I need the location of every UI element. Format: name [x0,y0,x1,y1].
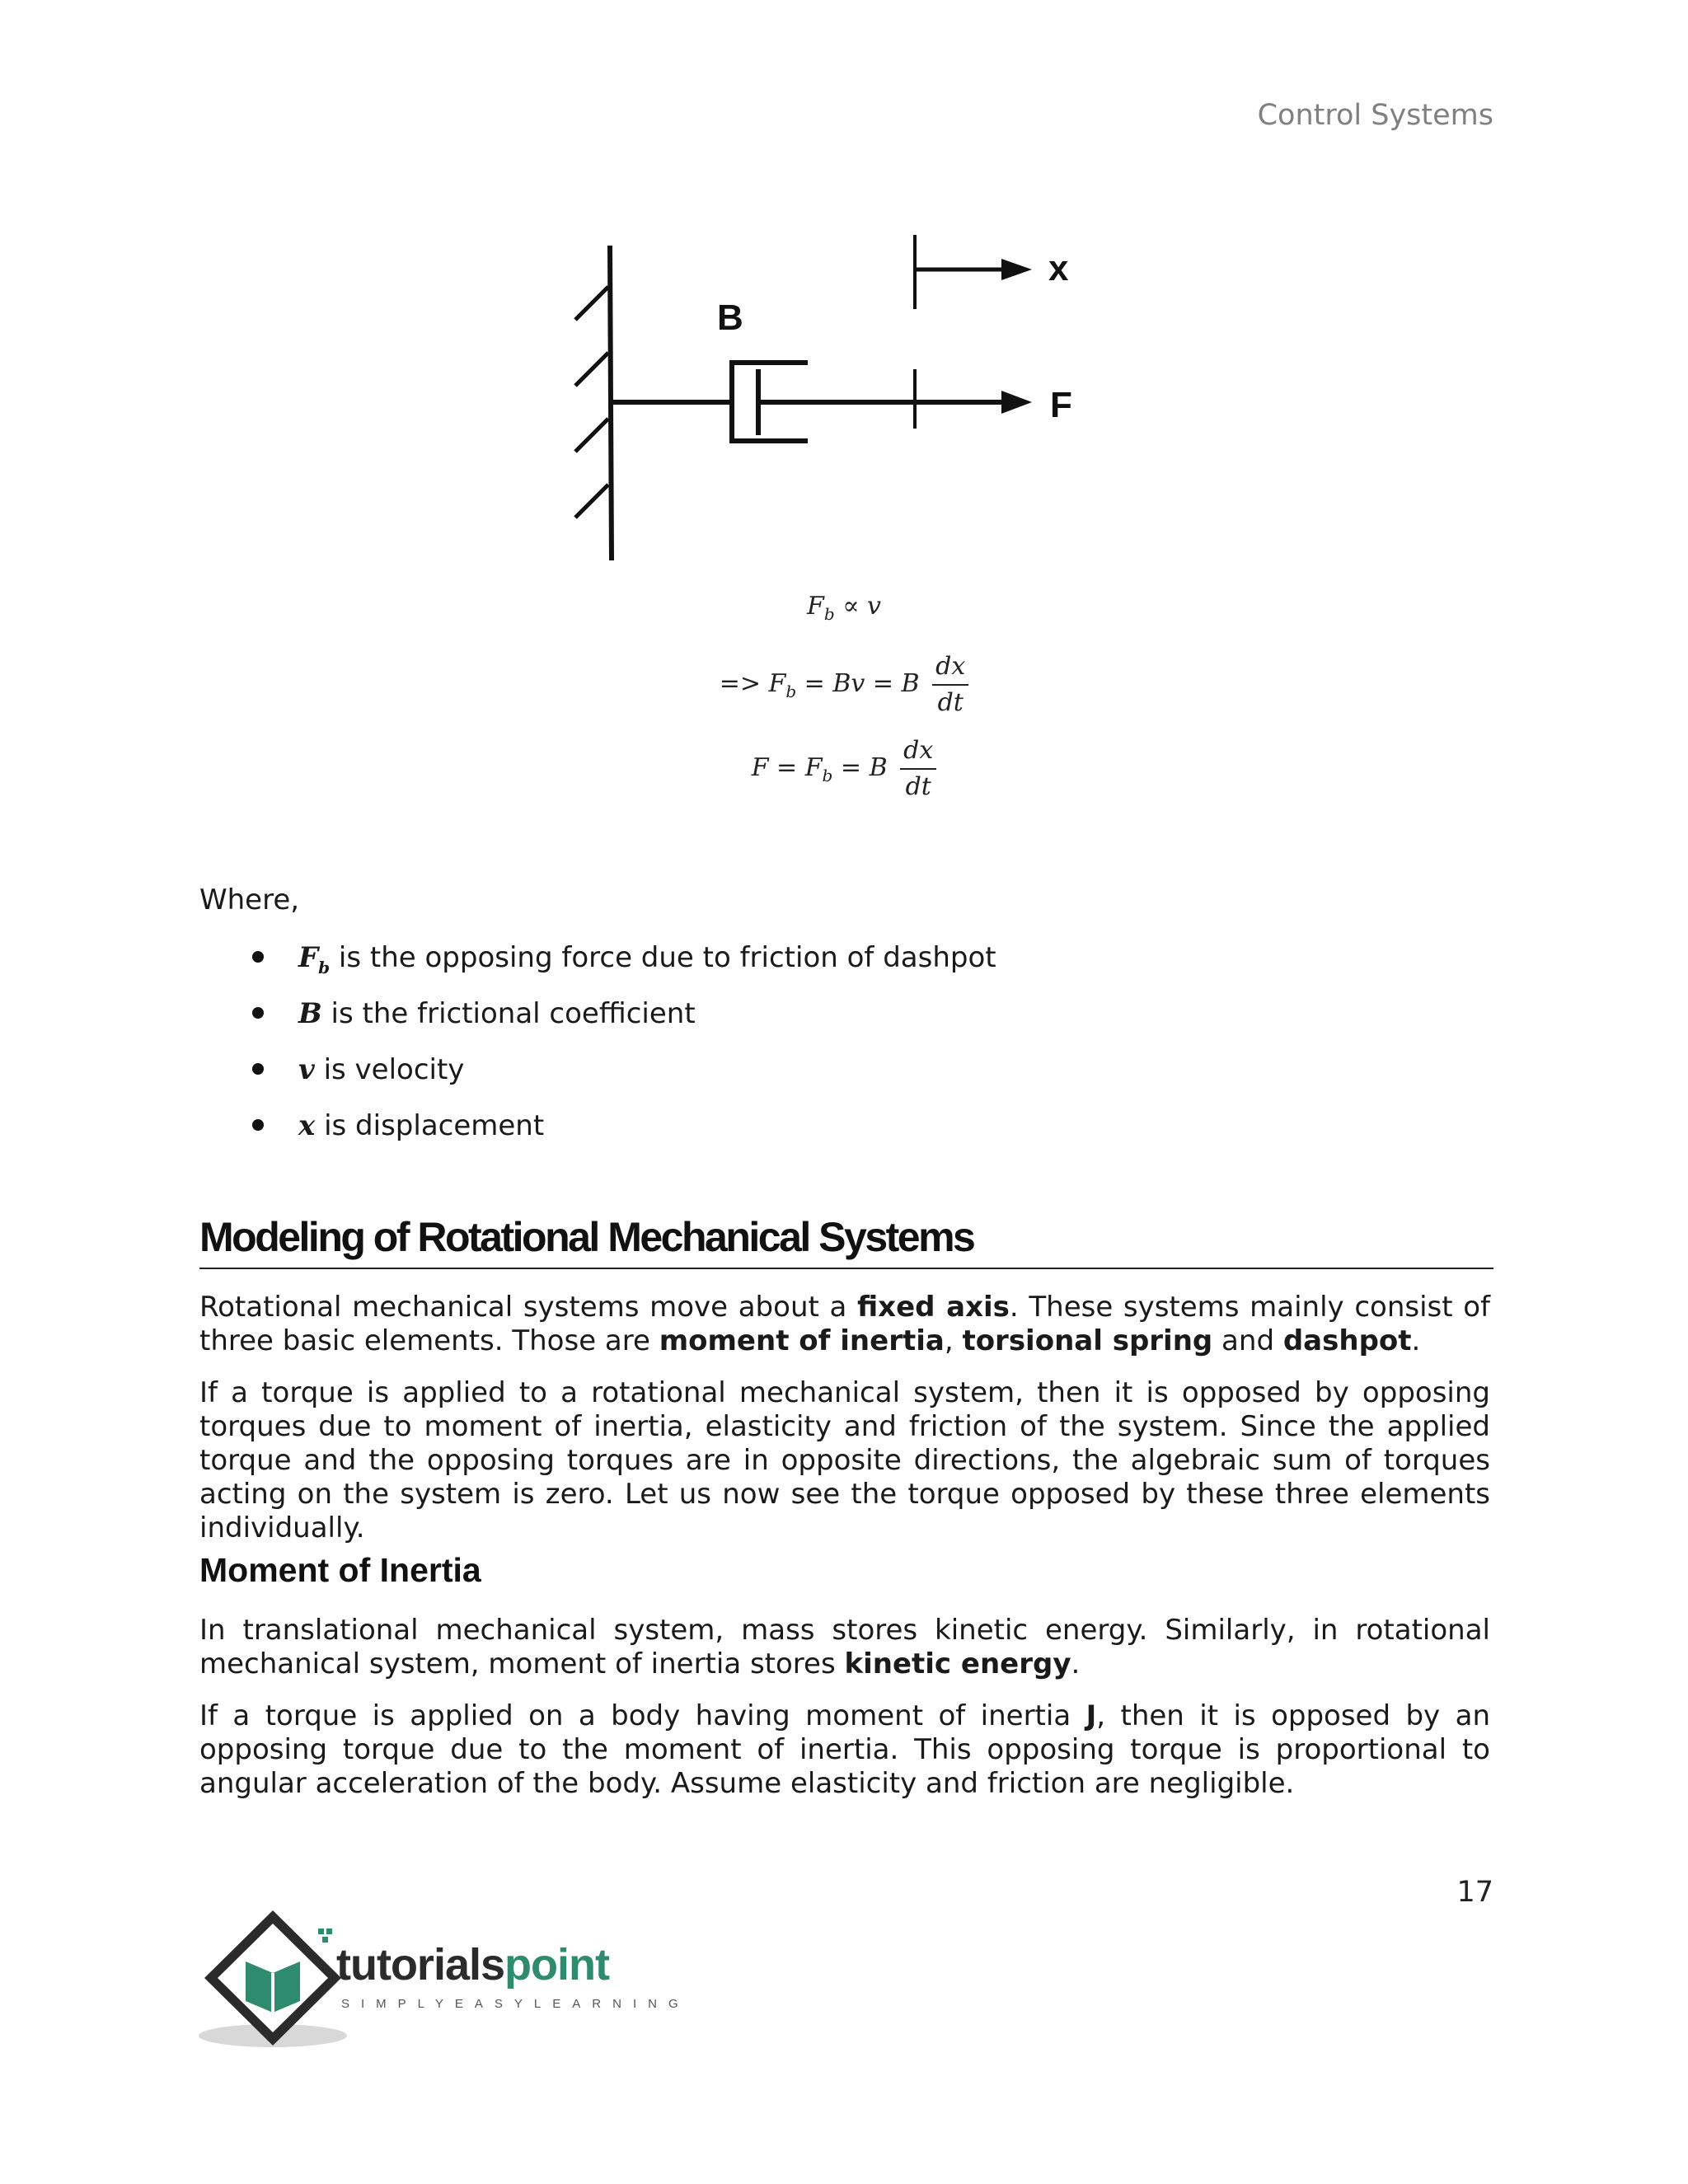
text-run: If a torque is applied on a body having moment of inertia [199,1699,1086,1732]
eq3-prefix: F = F [751,753,823,782]
where-label: Where, [199,883,300,916]
list-item [247,940,996,996]
bold-run: moment of inertia [659,1324,945,1357]
text-run: . These systems mainly consist of three basic elements. Those are [199,1291,1490,1357]
eq1-lhs: F [807,592,824,621]
bold-run: dashpot [1282,1324,1412,1357]
eq3-numerator: dx [900,735,936,770]
logo-pixel [326,1929,332,1934]
eq2-numerator: dx [932,651,968,686]
eq3-fraction [900,735,936,803]
bold-run: J [1085,1699,1097,1732]
logo-svg [195,1904,706,2052]
eq2-fraction [932,651,968,719]
bullet-symbol: F [298,941,319,974]
logo-pixel [322,1937,328,1943]
wall-hatch [575,419,608,452]
displacement-arrowhead [1001,259,1032,280]
eq2-prefix: => F [719,669,786,698]
logo-tagline: SIMPLYEASYLEARNING [341,1997,690,2011]
label-x: x [1048,248,1069,288]
eq2-mid: = Bv = B [796,669,920,698]
text-run: , then it is opposed by an opposing torque due to the moment of inertia. This opposing torque is proportional to angular acceleration of the body. Assume elasticity and friction are negligible. [199,1699,1490,1800]
variable-list [247,940,996,1164]
page-number: 17 [1456,1876,1493,1909]
section-heading: Modeling of Rotational Mechanical Systems [199,1213,1493,1269]
dashpot-diagram [560,223,1104,577]
bullet-text: is displacement [315,1109,545,1142]
equation-applied-force [0,735,1688,803]
list-item [247,1108,996,1164]
label-b: B [717,298,743,338]
list-item [247,996,996,1052]
eq2-sub: b [785,682,797,701]
dashpot-diagram-svg [560,223,1104,577]
bold-run: fixed axis [856,1291,1010,1324]
section-paragraph-2: If a torque is applied to a rotational mechanical system, then it is opposed by opposing torques due to moment of inertia, elasticity and friction of the system. Since the applied torque and the opposing torques are in opposite directions, the algebraic sum of torques acting on the system is zero. Let us now see the torque opposed by these three elements individually. [199,1376,1490,1544]
text-run: and [1212,1324,1283,1357]
eq1-sub: b [823,604,835,624]
bullet-symbol: B [298,997,322,1030]
eq2-denominator: dt [937,688,964,717]
equation-proportional [0,592,1688,624]
list-item [247,1052,996,1108]
eq1-rest: ∝ v [834,592,881,621]
subsection-paragraph-2 [199,1699,1490,1801]
logo-word-point: point [504,1940,609,1990]
wall-hatch [575,287,608,320]
wall-hatch [575,353,608,386]
logo-word-tutorials: tutorials [336,1940,505,1990]
wall-line [610,246,612,560]
section-paragraph-1 [199,1291,1490,1358]
bold-run: kinetic energy [844,1647,1071,1680]
force-arrowhead [1001,391,1032,414]
logo-pixel [318,1929,324,1934]
bullet-text: is velocity [314,1053,465,1086]
equation-friction-force [0,651,1688,719]
running-header: Control Systems [1257,99,1493,132]
tutorialspoint-logo [195,1904,706,2052]
bullet-symbol-sub: b [318,957,331,977]
bold-run: torsional spring [962,1324,1213,1357]
bullet-symbol: v [298,1053,315,1086]
wall-hatch [575,485,608,518]
logo-wordmark [336,1940,610,1990]
eq3-denominator: dt [905,772,931,801]
eq3-sub: b [822,766,833,785]
bullet-text: is the frictional coefficient [321,997,696,1030]
label-f: F [1050,385,1072,425]
text-run: . [1411,1324,1421,1357]
text-run: In translational mechanical system, mass stores kinetic energy. Similarly, in rotational mechanical system, moment of inertia stores [199,1614,1490,1680]
text-run: Rotational mechanical systems move about a [199,1291,857,1324]
subsection-paragraph-1 [199,1614,1490,1681]
text-run: . [1071,1647,1081,1680]
subsection-heading: Moment of Inertia [199,1551,481,1589]
text-run: , [944,1324,963,1357]
bullet-text: is the opposing force due to friction of dashpot [330,941,996,974]
eq3-mid: = B [832,753,888,782]
bullet-symbol: x [298,1109,316,1142]
